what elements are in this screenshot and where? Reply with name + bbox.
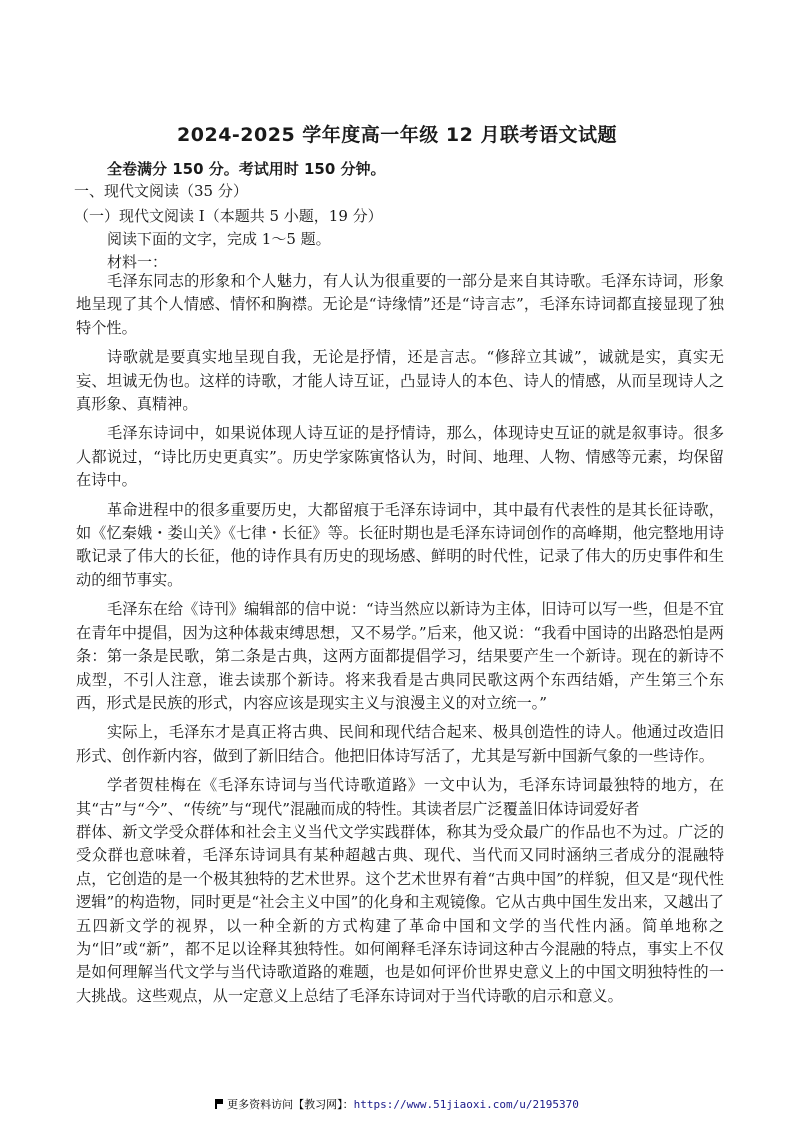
material-label: 材料一：	[107, 253, 168, 271]
paragraph: 毛泽东诗词中，如果说体现人诗互证的是抒情诗，那么，体现诗史互证的就是叙事诗。很多人都说过，“诗比历史更真实”。历史学家陈寅恪认为，时间、地理、人物、情感等元素，均保留在诗中。	[76, 424, 724, 490]
section-heading: 一、现代文阅读（35 分）	[74, 182, 248, 200]
paragraph: 学者贺桂梅在《毛泽东诗词与当代诗歌道路》一文中认为，毛泽东诗词最独特的地方，在其“古”与“今”、“传统”与“现代”混融而成的特性。其读者层广泛覆盖旧体诗词爱好者	[76, 776, 724, 818]
footer-text: 更多资料访问【教习网】：	[227, 1098, 354, 1111]
paragraph: 毛泽东在给《诗刊》编辑部的信中说：“诗当然应以新诗为主体，旧诗可以写一些，但是不宜在青年中提倡，因为这种体裁束缚思想，又不易学。”后来，他又说：“我看中国诗的出路恐怕是两条：第一条是民歌，第二条是古典，这两方面都提倡学习，结果要产生一个新诗。现在的新诗不成型，不引人注意，谁去读那个新诗。将来我看是古典同民歌这两个东西结婚，产生第三个东西，形式是民族的形式，内容应该是现实主义与浪漫主义的对立统一。”	[76, 600, 724, 712]
paragraph: 诗歌就是要真实地呈现自我，无论是抒情，还是言志。“修辞立其诚”，诚就是实，真实无妄、坦诚无伪也。这样的诗歌，才能人诗互证，凸显诗人的本色、诗人的情感，从而呈现诗人之真形象、真精神。	[76, 348, 724, 414]
page-title: 2024-2025 学年度高一年级 12 月联考语文试题	[177, 124, 617, 146]
paragraph-continuation: 群体、新文学受众群体和社会主义当代文学实践群体，称其为受众最广的作品也不为过。广泛的受众群也意味着，毛泽东诗词具有某种超越古典、现代、当代而又同时涵纳三者成分的混融特点，它创造的是一个极其独特的艺术世界。这个艺术世界有着“古典中国”的样貌，但又是“现代性逻辑”的构造物，同时更是“社会主义中国”的化身和主观镜像。它从古典中国生发出来，又越出了五四新文学的视界，以一种全新的方式构建了革命中国和文学的当代性内涵。简单地称之为“旧”或“新”，都不足以诠释其独特性。如何阐释毛泽东诗词这种古今混融的特点，事实上不仅是如何理解当代文学与当代诗歌道路的难题，也是如何评价世界史意义上的中国文明独特性的一大挑战。这些观点，从一定意义上总结了毛泽东诗词对于当代诗歌的启示和意义。	[76, 822, 724, 1005]
instruction-text: 阅读下面的文字，完成 1～5 题。	[107, 230, 331, 248]
footer-link[interactable]: https://www.51jiaoxi.com/u/2195370	[353, 1098, 579, 1111]
subsection-heading: （一）现代文阅读 I（本题共 5 小题，19 分）	[74, 207, 383, 225]
paragraph: 革命进程中的很多重要历史，大都留痕于毛泽东诗词中，其中最有代表性的是其长征诗歌，如《忆秦娥・娄山关》《七律・长征》等。长征时期也是毛泽东诗词创作的高峰期，他完整地用诗歌记录了伟大的长征，他的诗作具有历史的现场感、鲜明的时代性，记录了伟大的历史事件和生动的细节事实。	[76, 500, 724, 589]
paragraph: 实际上，毛泽东才是真正将古典、民间和现代结合起来、极具创造性的诗人。他通过改造旧形式、创作新内容，做到了新旧结合。他把旧体诗写活了，尤其是写新中国新气象的一些诗作。	[76, 723, 724, 765]
paragraph: 毛泽东同志的形象和个人魅力，有人认为很重要的一部分是来自其诗歌。毛泽东诗词，形象地呈现了其个人情感、情怀和胸襟。无论是“诗缘情”还是“诗言志”，毛泽东诗词都直接显现了独特个性。	[76, 272, 724, 337]
score-note: 全卷满分 150 分。考试用时 150 分钟。	[107, 160, 386, 178]
flag-icon	[215, 1099, 223, 1109]
passage-body	[76, 270, 724, 1014]
footer	[0, 1096, 794, 1112]
